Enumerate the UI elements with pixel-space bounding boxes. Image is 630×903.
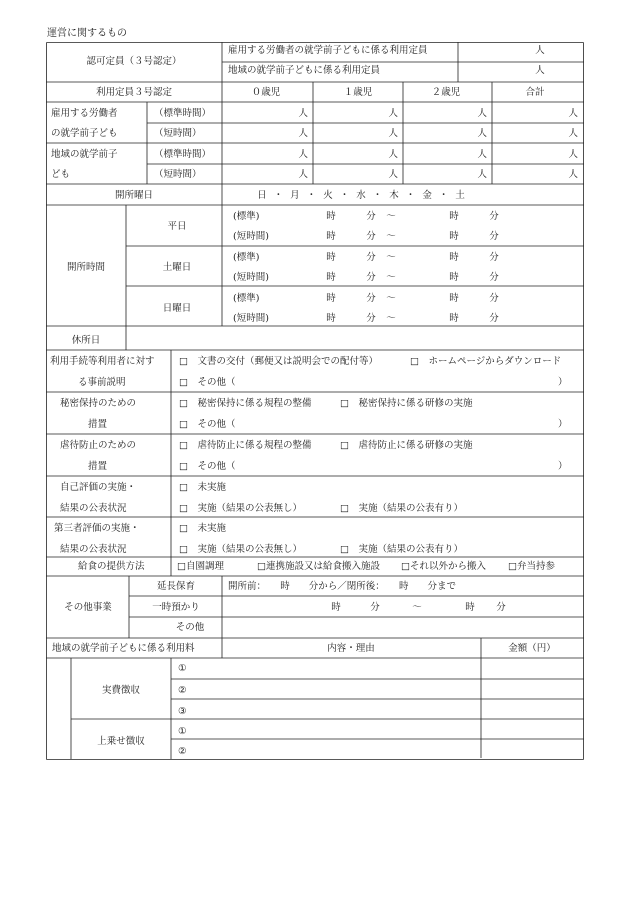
usage-standard-1: （標準時間） — [154, 108, 212, 119]
open-days-label: 開所曜日 — [114, 190, 154, 201]
hours-row-hour-1: 時 — [326, 231, 336, 242]
hours-row-type-5: (短時間) — [233, 313, 269, 324]
operation-form — [46, 42, 584, 760]
hours-row-tilde-2: 〜 — [386, 252, 396, 263]
capacity-community-unit: 人 — [535, 65, 545, 76]
hours-row-hour-end-1: 時 — [449, 231, 459, 242]
abuse-opt-training[interactable]: □ 虐待防止に係る研修の実施 — [340, 440, 473, 451]
usage-col-age1: １歳児 — [343, 87, 373, 98]
usage-group2-line1: 地域の就学前子 — [51, 149, 118, 160]
meals-opt-lunchbox[interactable]: □弁当持参 — [508, 561, 555, 572]
hours-row-hour-3: 時 — [326, 272, 336, 283]
explain-opt-other[interactable]: □ その他（ — [179, 377, 236, 388]
hours-row-tilde-1: 〜 — [386, 231, 396, 242]
hours-row-tilde-4: 〜 — [386, 293, 396, 304]
usage-standard-2: （標準時間） — [154, 149, 212, 160]
hours-row-minute-end-0: 分 — [489, 211, 499, 222]
confidentiality-opt-rules[interactable]: □ 秘密保持に係る規程の整備 — [179, 398, 312, 409]
temporary-hour: 時 — [331, 602, 341, 613]
self-eval-opt-not[interactable]: □ 未実施 — [179, 482, 226, 493]
third-eval-label-line1: 第三者評価の実施・ — [54, 523, 140, 534]
meals-opt-partner[interactable]: □連携施設又は給食搬入施設 — [257, 561, 380, 572]
confidentiality-opt-other[interactable]: □ その他（ — [179, 419, 236, 430]
usage-unit-r2-c2: 人 — [477, 149, 487, 160]
surcharge-item-2: ② — [178, 746, 187, 757]
meals-opt-other[interactable]: □それ以外から搬入 — [401, 561, 486, 572]
hours-row-hour-5: 時 — [326, 313, 336, 324]
hours-row-minute-3: 分 — [366, 272, 376, 283]
usage-unit-r3-c0: 人 — [298, 169, 308, 180]
explain-opt-document[interactable]: □ 文書の交付（郵便又は説明会での配付等） — [179, 356, 378, 367]
confidentiality-opt-training[interactable]: □ 秘密保持に係る研修の実施 — [340, 398, 473, 409]
third-eval-opt-no-publish[interactable]: □ 実施（結果の公表無し） — [179, 544, 302, 555]
temporary-tilde: 〜 — [412, 602, 422, 613]
fees-label: 地域の就学前子どもに係る利用料 — [52, 643, 195, 654]
abuse-label-line1: 虐待防止のための — [60, 440, 137, 451]
usage-col-total: 合計 — [525, 87, 545, 98]
capacity-employee-label: 雇用する労働者の就学前子どもに係る利用定員 — [228, 45, 428, 56]
abuse-paren-close: ） — [558, 461, 568, 472]
hours-row-type-0: (標準) — [233, 211, 260, 222]
extended-care-label: 延長保育 — [156, 581, 196, 592]
actual-cost-item-2: ② — [178, 685, 187, 696]
usage-group2-line2: ども — [51, 169, 71, 180]
hours-row-hour-0: 時 — [326, 211, 336, 222]
actual-cost-item-3: ③ — [178, 706, 187, 717]
hours-row-tilde-5: 〜 — [386, 313, 396, 324]
other-service-label: その他 — [175, 622, 205, 633]
third-eval-label-line2: 結果の公表状況 — [60, 544, 127, 555]
self-eval-opt-no-publish[interactable]: □ 実施（結果の公表無し） — [179, 503, 302, 514]
usage-unit-r1-c0: 人 — [298, 128, 308, 139]
meals-opt-inhouse[interactable]: □自園調理 — [177, 561, 224, 572]
abuse-opt-rules[interactable]: □ 虐待防止に係る規程の整備 — [179, 440, 312, 451]
third-eval-opt-not[interactable]: □ 未実施 — [179, 523, 226, 534]
usage-unit-r3-c2: 人 — [477, 169, 487, 180]
usage-unit-r0-c0: 人 — [298, 108, 308, 119]
hours-label: 開所時間 — [66, 262, 106, 273]
usage-short-1: （短時間） — [154, 128, 202, 139]
usage-unit-r0-c1: 人 — [388, 108, 398, 119]
hours-row-hour-end-4: 時 — [449, 293, 459, 304]
self-eval-opt-publish[interactable]: □ 実施（結果の公表有り） — [340, 503, 463, 514]
hours-row-minute-end-4: 分 — [489, 293, 499, 304]
abuse-opt-other[interactable]: □ その他（ — [179, 461, 236, 472]
temporary-minute: 分 — [370, 602, 380, 613]
hours-row-hour-2: 時 — [326, 252, 336, 263]
usage-unit-r0-c3: 人 — [568, 108, 578, 119]
self-eval-label-line2: 結果の公表状況 — [60, 503, 127, 514]
hours-saturday-label: 土曜日 — [162, 262, 192, 273]
hours-row-minute-5: 分 — [366, 313, 376, 324]
hours-row-minute-0: 分 — [366, 211, 376, 222]
hours-weekday-label: 平日 — [167, 221, 187, 232]
capacity-label: 認可定員（３号認定） — [86, 56, 182, 67]
hours-row-type-3: (短時間) — [233, 272, 269, 283]
explain-label-line2: る事前説明 — [78, 377, 126, 388]
other-services-label: その他事業 — [64, 602, 112, 613]
explain-label-line1: 利用手続等利用者に対す — [50, 356, 155, 367]
actual-cost-item-1: ① — [178, 663, 187, 674]
hours-row-minute-end-5: 分 — [489, 313, 499, 324]
fees-content-header: 内容・理由 — [327, 643, 375, 654]
hours-row-tilde-3: 〜 — [386, 272, 396, 283]
hours-row-minute-end-3: 分 — [489, 272, 499, 283]
usage-group1-line1: 雇用する労働者 — [51, 108, 118, 119]
temporary-hour-end: 時 — [465, 602, 475, 613]
hours-row-hour-end-2: 時 — [449, 252, 459, 263]
actual-cost-label: 実費徴収 — [101, 685, 141, 696]
hours-sunday-label: 日曜日 — [162, 303, 192, 314]
hours-row-hour-end-3: 時 — [449, 272, 459, 283]
self-eval-label-line1: 自己評価の実施・ — [60, 482, 137, 493]
hours-row-type-4: (標準) — [233, 293, 260, 304]
temporary-minute-end: 分 — [496, 602, 506, 613]
confidentiality-label-line1: 秘密保持のための — [60, 398, 137, 409]
usage-col-age0: ０歳児 — [251, 87, 281, 98]
usage-col-age2: ２歳児 — [431, 87, 461, 98]
usage-unit-r2-c3: 人 — [568, 149, 578, 160]
hours-row-hour-end-5: 時 — [449, 313, 459, 324]
explain-paren-close: ） — [558, 377, 568, 388]
hours-row-hour-4: 時 — [326, 293, 336, 304]
third-eval-opt-publish[interactable]: □ 実施（結果の公表有り） — [340, 544, 463, 555]
temporary-care-label: 一時預かり — [152, 602, 200, 613]
usage-unit-r1-c2: 人 — [477, 128, 487, 139]
hours-row-hour-end-0: 時 — [449, 211, 459, 222]
surcharge-item-1: ① — [178, 726, 187, 737]
usage-short-2: （短時間） — [154, 169, 202, 180]
hours-row-minute-end-2: 分 — [489, 252, 499, 263]
hours-row-type-1: (短時間) — [233, 231, 269, 242]
hours-row-minute-4: 分 — [366, 293, 376, 304]
usage-unit-r1-c1: 人 — [388, 128, 398, 139]
hours-row-minute-2: 分 — [366, 252, 376, 263]
usage-unit-r0-c2: 人 — [477, 108, 487, 119]
open-days-list: 日 ・ 月 ・ 火 ・ 水 ・ 木 ・ 金 ・ 土 — [257, 190, 467, 201]
hours-row-type-2: (標準) — [233, 252, 260, 263]
explain-opt-homepage[interactable]: □ ホームページからダウンロード — [410, 356, 562, 367]
page-heading: 運営に関するもの — [47, 28, 127, 39]
hours-row-minute-1: 分 — [366, 231, 376, 242]
holidays-label: 休所日 — [71, 335, 101, 346]
usage-group1-line2: の就学前子ども — [51, 128, 118, 139]
surcharge-label: 上乗せ徴収 — [97, 736, 145, 747]
meals-label: 給食の提供方法 — [78, 561, 145, 572]
capacity-employee-unit: 人 — [535, 45, 545, 56]
hours-row-minute-end-1: 分 — [489, 231, 499, 242]
usage-unit-r2-c1: 人 — [388, 149, 398, 160]
usage-unit-r3-c1: 人 — [388, 169, 398, 180]
usage-unit-r2-c0: 人 — [298, 149, 308, 160]
capacity-community-label: 地域の就学前子どもに係る利用定員 — [228, 65, 381, 76]
usage-label: 利用定員３号認定 — [95, 87, 173, 98]
extended-care-detail: 開所前： 時 分から／閉所後： 時 分まで — [228, 581, 457, 592]
fees-amount-header: 金額（円） — [508, 643, 556, 654]
confidentiality-label-line2: 措置 — [88, 419, 108, 430]
abuse-label-line2: 措置 — [88, 461, 108, 472]
hours-row-tilde-0: 〜 — [386, 211, 396, 222]
usage-unit-r1-c3: 人 — [568, 128, 578, 139]
confidentiality-paren-close: ） — [558, 419, 568, 430]
usage-unit-r3-c3: 人 — [568, 169, 578, 180]
